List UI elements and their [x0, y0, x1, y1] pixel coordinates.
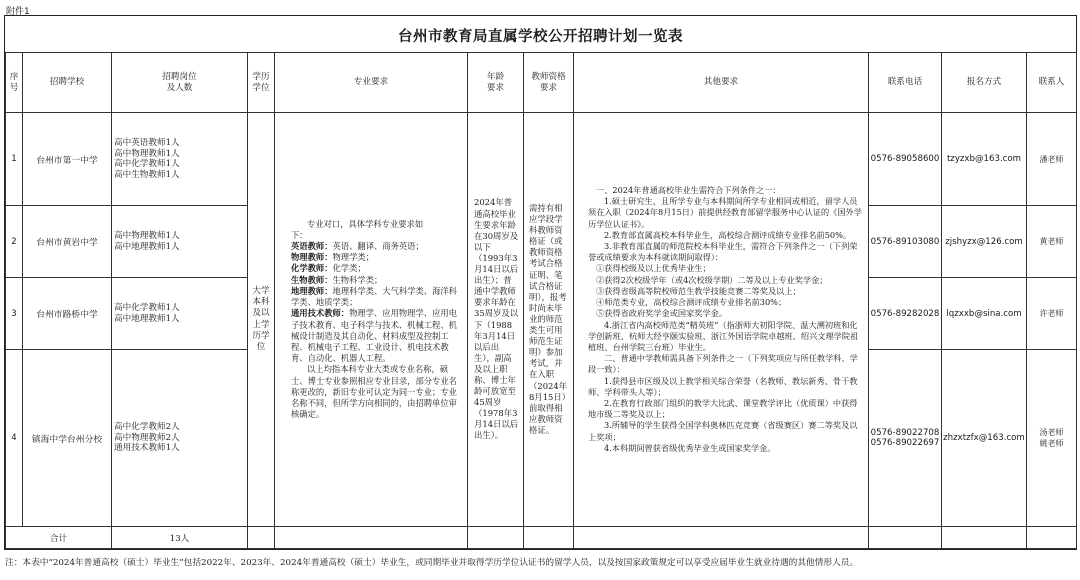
row-school: 台州市第一中学 [23, 113, 112, 206]
major-item-tech: 通用技术教师：物理学、应用物理学、应用电子技术教育、电子科学与技术、机械工程、机械设计制造及其自动化、材料成型及控制工程、机械电子工程、工业设计、机电技术教育、自动化、机器人工程。 [291, 308, 457, 364]
attachment-label: 附件1 [6, 7, 30, 17]
total-row [6, 527, 1077, 549]
row-contact: 汤老师 姚老师 [1027, 350, 1077, 527]
row-phone: 0576-89058600 [869, 113, 942, 206]
header-cert: 教师资格 要求 [524, 53, 574, 113]
header-seq: 序 号 [6, 53, 23, 113]
row-seq: 1 [6, 113, 23, 206]
major-item-geography: 地理教师：地理科学类、大气科学类、海洋科学类、地质学类； [291, 285, 457, 308]
major-item-english: 英语教师：英语、翻译、商务英语； [291, 241, 424, 252]
position-item: 高中物理教师1人 [114, 148, 180, 159]
major-item-chemistry: 化学教师：化学类； [291, 263, 366, 274]
row-email[interactable]: zjshyzx@126.com [942, 206, 1027, 278]
row-phone: 0576-89103080 [869, 206, 942, 278]
position-item: 高中地理教师1人 [114, 313, 180, 324]
row-phone: 0576-89022708 0576-89022697 [869, 350, 942, 527]
age-requirement: 2024年普通高校毕业生要求年龄在30周岁及以下（1993年3月14日以后出生）；普通中学教师要求年龄在35周岁及以下（1988年3月14日以后出生），副高及以上职称、博士年龄可放宽至45周岁（1978年3月14日以后出生）。 [468, 113, 524, 527]
education-requirement: 大学 本科 及以 上学 历学 位 [248, 113, 275, 527]
header-positions: 招聘岗位 及人数 [112, 53, 248, 113]
row-contact: 潘老师 [1027, 113, 1077, 206]
footnote: 注：本表中“2024年普通高校（硕士）毕业生”包括2022年、2023年、2024年普通高校（硕士）毕业生，或同期毕业并取得学历学位认证书的留学人员，以及按国家政策规定可以享受应届毕业生就业待遇的其他情形人员。 [5, 558, 859, 568]
header-major: 专业要求 [275, 53, 468, 113]
table-row [6, 113, 1077, 206]
header-education: 学历 学位 [248, 53, 275, 113]
row-school: 台州市黄岩中学 [23, 206, 112, 278]
header-contact: 联系人 [1027, 53, 1077, 113]
major-note: 以上均指本科专业大类或专业名称，硕士、博士专业参照相应专业目录，部分专业名称更改的，新旧专业可认定为同一专业；专业名称不同，但所学方向相同的，由招聘单位审核确定。 [291, 364, 457, 420]
row-email[interactable]: tzyzxb@163.com [942, 113, 1027, 206]
row-contact: 许老师 [1027, 278, 1077, 350]
position-item: 高中英语教师1人 [114, 138, 180, 148]
header-other: 其他要求 [574, 53, 869, 113]
position-item: 高中物理教师2人 [114, 432, 180, 443]
recruitment-table [5, 52, 1077, 549]
row-email[interactable]: lqzxxb@sina.com [942, 278, 1027, 350]
recruitment-table-frame [4, 15, 1077, 550]
row-positions [112, 350, 248, 527]
row-school: 镇海中学台州分校 [23, 350, 112, 527]
row-seq: 4 [6, 350, 23, 527]
major-item-physics: 物理教师：物理学类； [291, 252, 374, 263]
position-item: 高中物理教师1人 [114, 231, 180, 241]
header-school: 招聘学校 [23, 53, 112, 113]
position-item: 高中化学教师1人 [114, 159, 180, 169]
total-label: 合计 [6, 527, 112, 549]
row-positions [112, 206, 248, 278]
row-seq: 2 [6, 206, 23, 278]
total-value: 13人 [112, 527, 248, 549]
major-requirement: 专业对口，具体学科专业要求如 下： 英语教师：英语、翻译、商务英语； 物理教师：物理学类； 化学教师：化学类； 生物教师：生物科学类； 地理教师：地理科学类、大气科学类、海洋科学类、地质学类； 通用技术教师：物理学、应用物理学、应用电子技术教育、电子科学与技术、机械工程、机械设计制造及其自动化、材料成型及控制工程、机械电子工程、工业设计、机电技术教育、自动化、机器人工程。 以上均指本科专业大类或专业名称，硕士、博士专业参照相应专业目录，部分专业名称更改的，新旧专业可认定为同一专业；专业名称不同，但所学方向相同的，由招聘单位审核确定。 [275, 113, 468, 527]
row-seq: 3 [6, 278, 23, 350]
header-age: 年龄 要求 [468, 53, 524, 113]
header-phone: 联系电话 [869, 53, 942, 113]
major-item-biology: 生物教师：生物科学类； [291, 274, 383, 285]
position-item: 高中化学教师1人 [114, 303, 180, 313]
position-item: 高中生物教师1人 [114, 169, 180, 180]
position-item: 高中化学教师2人 [114, 422, 180, 433]
row-positions [112, 113, 248, 206]
other-requirements: 一、2024年普通高校毕业生需符合下列条件之一： 1.硕士研究生，且所学专业与本科期间所学专业相同或相近，留学人员须在入职（2024年8月15日）前提供经教育部留学服务中心认证的《国外学历学位认证书》。 2.教育部直属高校本科毕业生，高校综合测评成绩专业排名前50%。 3.非教育部直属的师范院校本科毕业生，需符合下列条件之一（下列荣誉或成绩要求为本科就读期间取得）： ①获得校级及以上优秀毕业生； ②获得2次校级学年（或4次校级学期）二等及以上专业奖学金； ③获得省级高等院校师范生教学技能竞赛二等奖及以上； ④师范类专业，高校综合测评成绩专业排名前30%； ⑤获得省政府奖学金或国家奖学金。 4.浙江省内高校师范类“精英班”（指浙师大初阳学院、温大溯初班和化学创新班、杭师大经亨颐实验班、浙江外国语学院卓越班、绍兴文理学院祖植班、台州学院三台班）毕业生。 二、普通中学教师需具备下列条件之一（下列奖项应与所任教学科、学段一致）： 1.获得县市区级及以上教学相关综合荣誉（名教师、教坛新秀、骨干教师、学科带头人等）； 2.在教育行政部门组织的教学大比武、课堂教学评比（优质课）中获得地市级二等奖及以上； 3.所辅导的学生获得全国学科奥林匹克竞赛（省级赛区）赛二等奖及以上奖项； 4.本科期间曾获省级优秀毕业生或国家奖学金。 [574, 113, 869, 527]
header-row [6, 53, 1077, 113]
row-email[interactable]: zhzxtzfx@163.com [942, 350, 1027, 527]
position-item: 高中地理教师1人 [114, 241, 180, 252]
row-school: 台州市路桥中学 [23, 278, 112, 350]
position-item: 通用技术教师1人 [114, 443, 180, 454]
page-title: 台州市教育局直属学校公开招聘计划一览表 [398, 28, 683, 45]
row-phone: 0576-89282028 [869, 278, 942, 350]
row-positions [112, 278, 248, 350]
cert-requirement: 需持有相应学段学科教师资格证（或教师资格考试合格证明、笔试合格证明），报考时尚未毕业的师范类生可用师范生证明）参加考试，并在入职（2024年8月15日）前取得相应教师资格证。 [524, 113, 574, 527]
row-contact: 黄老师 [1027, 206, 1077, 278]
header-signup: 报名方式 [942, 53, 1027, 113]
